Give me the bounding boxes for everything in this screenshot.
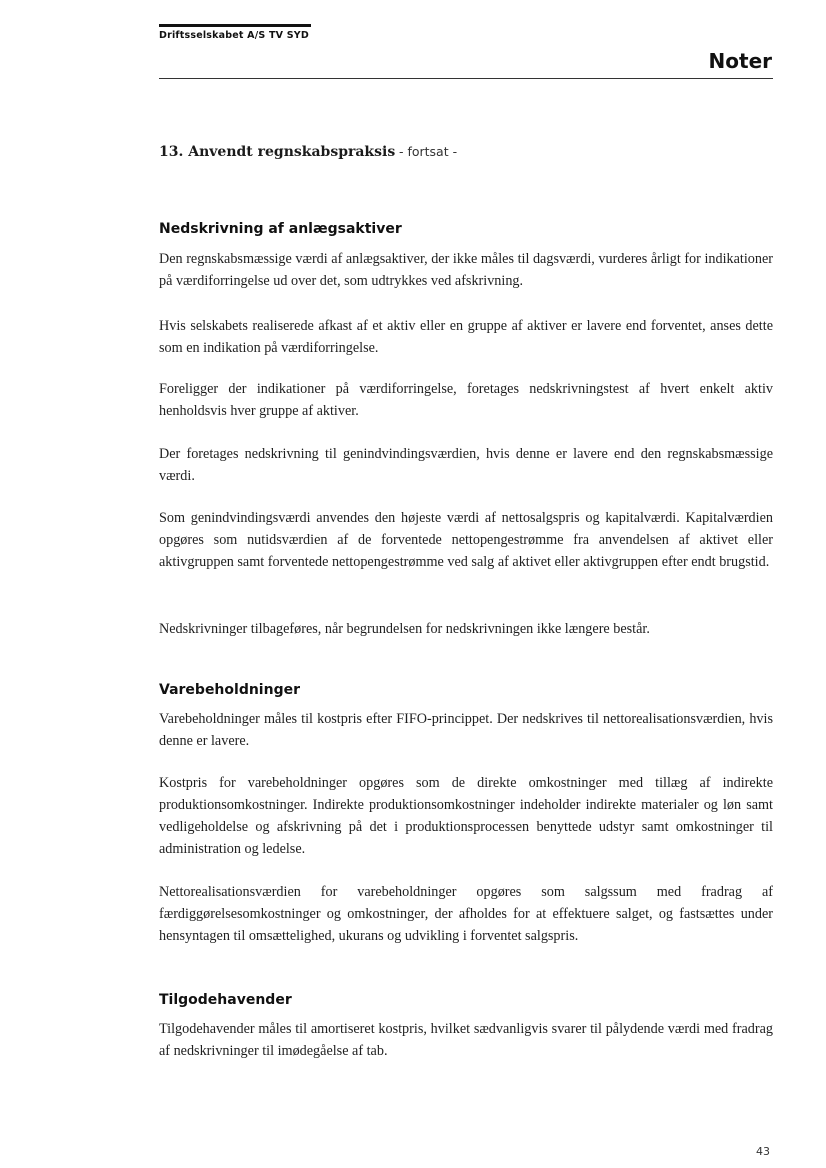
- heading-nedskrivning: Nedskrivning af anlægsaktiver: [159, 221, 402, 237]
- section-title: [159, 142, 457, 162]
- paragraph: Den regnskabsmæssige værdi af anlægsaktiver, der ikke måles til dagsværdi, vurderes årligt for indikationer på værdiforringelse ud over det, som udtrykkes ved afskrivning.: [159, 251, 773, 289]
- paragraph: Kostpris for varebeholdninger opgøres som de direkte omkostninger med tillæg af indirekte produktionsomkostninger. Indirekte produktionsomkostninger indeholder indirekte materialer og løn samt vedligeholdelse og afskrivning på det i produktionsprocessen benyttede udstyr samt omkostninger til administration og ledelse.: [159, 775, 773, 857]
- paragraph: Nettorealisationsværdien for varebeholdninger opgøres som salgssum med fradrag af færdiggørelsesomkostninger og omkostninger, der afholdes for at effektuere salget, og fastsættes under hensyntagen til omsættelighed, ukurans og udvikling i forventet salgspris.: [159, 884, 773, 944]
- paragraph: Nedskrivninger tilbageføres, når begrundelsen for nedskrivningen ikke længere består.: [159, 621, 650, 637]
- paragraph: Foreligger der indikationer på værdiforringelse, foretages nedskrivningstest af hvert enkelt aktiv henholdsvis hver gruppe af aktiver.: [159, 381, 773, 419]
- page-number: 43: [756, 1145, 770, 1158]
- section-title-suffix: - fortsat -: [398, 144, 458, 159]
- paragraph: Hvis selskabets realiserede afkast af et aktiv eller en gruppe af aktiver er lavere end forventet, anses dette som en indikation på værdiforringelse.: [159, 318, 773, 356]
- paragraph: Varebeholdninger måles til kostpris efter FIFO-princippet. Der nedskrives til nettorealisationsværdien, hvis denne er lavere.: [159, 711, 773, 749]
- company-rule: [159, 24, 311, 27]
- paragraph: Tilgodehavender måles til amortiseret kostpris, hvilket sædvanligvis svarer til pålydende værdi med fradrag af nedskrivninger til imødegåelse af tab.: [159, 1021, 773, 1059]
- header-divider: [159, 78, 773, 79]
- section-title-text: 13. Anvendt regnskabspraksis: [159, 144, 396, 160]
- paragraph: Der foretages nedskrivning til genindvindingsværdien, hvis denne er lavere end den regnskabsmæssige værdi.: [159, 446, 773, 484]
- company-name: Driftsselskabet A/S TV SYD: [159, 30, 309, 41]
- paragraph: Som genindvindingsværdi anvendes den højeste værdi af nettosalgspris og kapitalværdi. Kapitalværdien opgøres som nutidsværdien af de forventede nettopengestrømme fra anvendelsen af aktivet eller aktivgruppen samt forventede nettopengestrømme ved salg af aktivet eller aktivgruppen efter endt brugstid.: [159, 510, 773, 570]
- heading-varebeholdninger: Varebeholdninger: [159, 682, 300, 698]
- page-title: Noter: [708, 49, 772, 73]
- heading-tilgodehavender: Tilgodehavender: [159, 992, 292, 1008]
